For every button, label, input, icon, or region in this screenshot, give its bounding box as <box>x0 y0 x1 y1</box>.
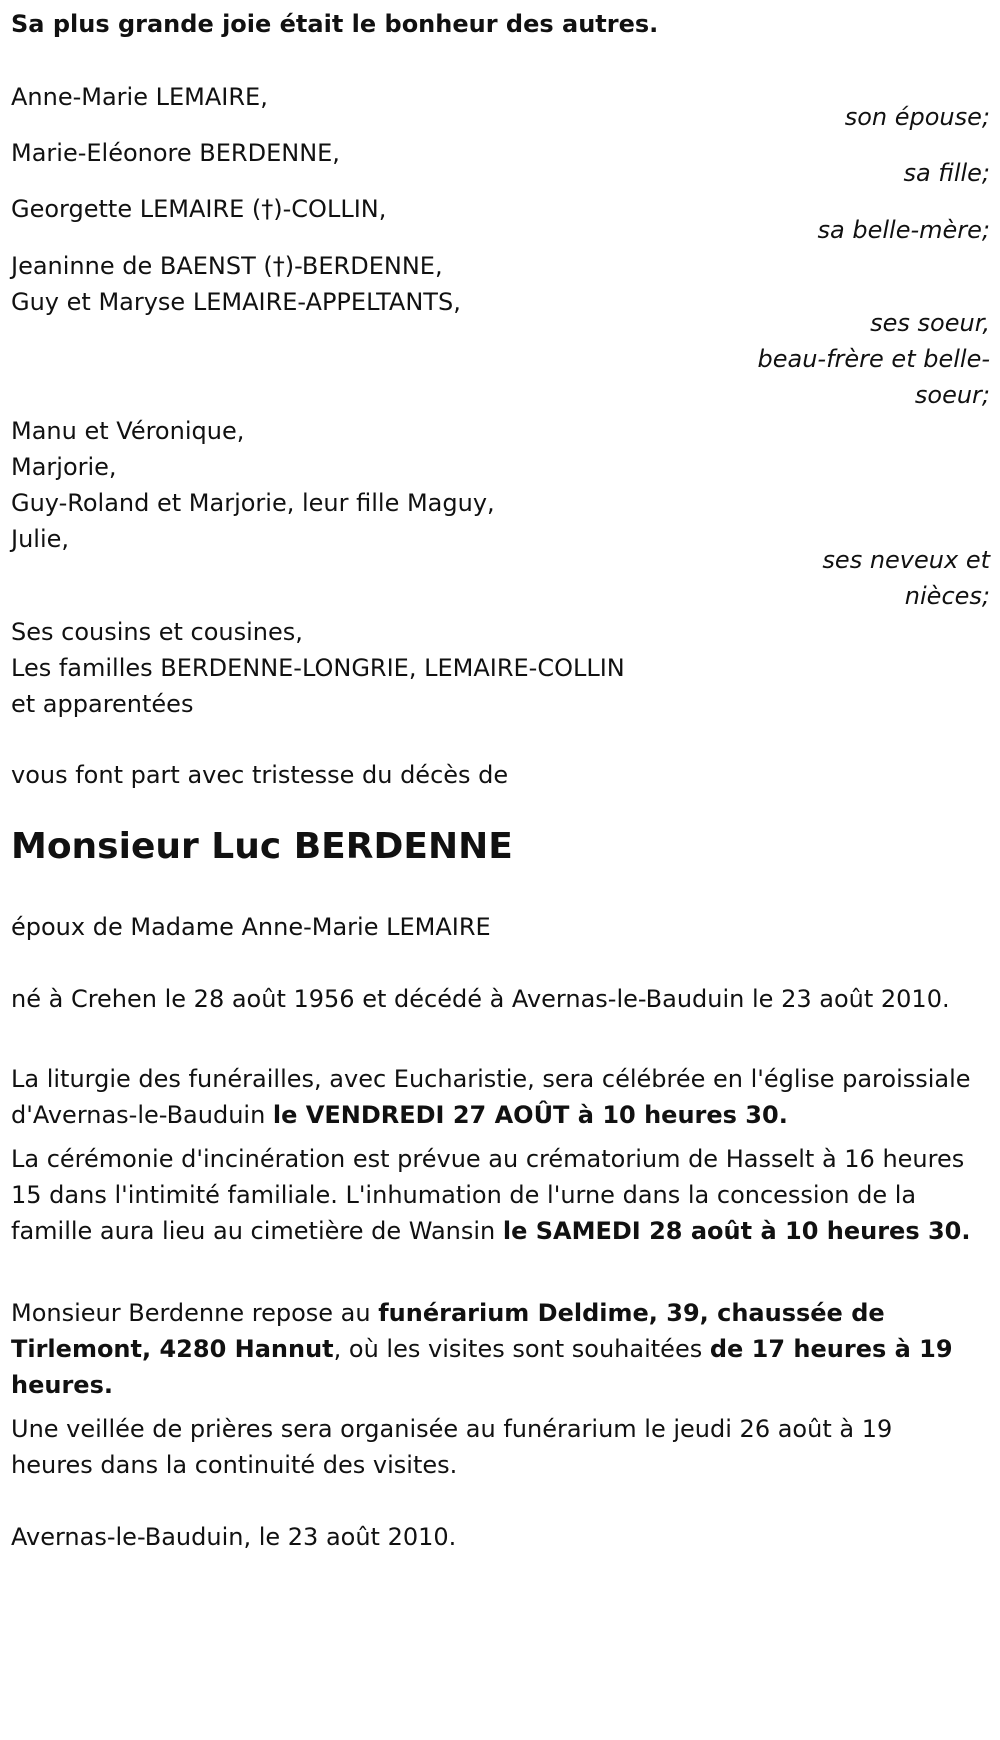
motto: Sa plus grande joie était le bonheur des autres. <box>11 10 659 38</box>
family-name-4b: Guy et Maryse LEMAIRE-APPELTANTS, <box>11 288 461 316</box>
family-name-1: Anne-Marie LEMAIRE, <box>11 83 268 111</box>
repose-hours: de 17 heures à 19 heures. <box>11 1335 953 1399</box>
repose-text-2: , où les visites sont souhaitées <box>333 1335 710 1363</box>
relation-2: sa fille; <box>903 159 990 187</box>
relation-5a: ses neveux et <box>822 546 990 574</box>
relation-5b: nièces; <box>904 582 990 610</box>
birth-death-paragraph: né à Crehen le 28 août 1956 et décédé à Avernas-le-Bauduin le 23 août 2010. <box>11 985 950 1013</box>
relation-1: son épouse; <box>844 103 990 131</box>
repose-text-1: Monsieur Berdenne repose au <box>11 1299 379 1327</box>
spouse-line: époux de Madame Anne-Marie LEMAIRE <box>11 913 491 941</box>
family-name-3: Georgette LEMAIRE (†)-COLLIN, <box>11 195 387 223</box>
others-line-3: et apparentées <box>11 690 194 718</box>
relation-4c: soeur; <box>914 381 990 409</box>
liturgy-date: le VENDREDI 27 AOÛT à 10 heures 30. <box>272 1101 788 1129</box>
family-name-4a: Jeaninne de BAENST (†)-BERDENNE, <box>11 252 443 280</box>
liturgy-paragraph <box>11 1061 981 1133</box>
family-name-2: Marie-Eléonore BERDENNE, <box>11 139 340 167</box>
liturgy-text: La liturgie des funérailles, avec Eucharistie, sera célébrée en l'église paroissiale d'Avernas-le-Bauduin <box>11 1065 971 1129</box>
family-name-5b: Marjorie, <box>11 453 117 481</box>
family-name-5c: Guy-Roland et Marjorie, leur fille Maguy, <box>11 489 495 517</box>
relation-4b: beau-frère et belle- <box>757 345 990 373</box>
relation-3: sa belle-mère; <box>817 216 990 244</box>
place-date: Avernas-le-Bauduin, le 23 août 2010. <box>11 1523 457 1551</box>
cremation-date: le SAMEDI 28 août à 10 heures 30. <box>502 1217 971 1245</box>
others-line-1: Ses cousins et cousines, <box>11 618 303 646</box>
vigil-paragraph: Une veillée de prières sera organisée au funérarium le jeudi 26 août à 19 heures dans la continuité des visites. <box>11 1415 893 1479</box>
family-name-5d: Julie, <box>11 525 70 553</box>
repose-location: funérarium Deldime, 39, chaussée de Tirlemont, 4280 Hannut <box>11 1299 885 1363</box>
repose-paragraph <box>11 1295 981 1403</box>
family-name-5a: Manu et Véronique, <box>11 417 245 445</box>
announcement: vous font part avec tristesse du décès de <box>11 761 509 789</box>
others-line-2: Les familles BERDENNE-LONGRIE, LEMAIRE-COLLIN <box>11 654 625 682</box>
cremation-text: La cérémonie d'incinération est prévue au crématorium de Hasselt à 16 heures 15 dans l'intimité familiale. L'inhumation de l'urne dans la concession de la famille aura lieu au cimetière de Wansin <box>11 1145 965 1245</box>
cremation-paragraph <box>11 1141 981 1249</box>
relation-4a: ses soeur, <box>870 309 990 337</box>
deceased-name: Monsieur Luc BERDENNE <box>11 826 513 867</box>
